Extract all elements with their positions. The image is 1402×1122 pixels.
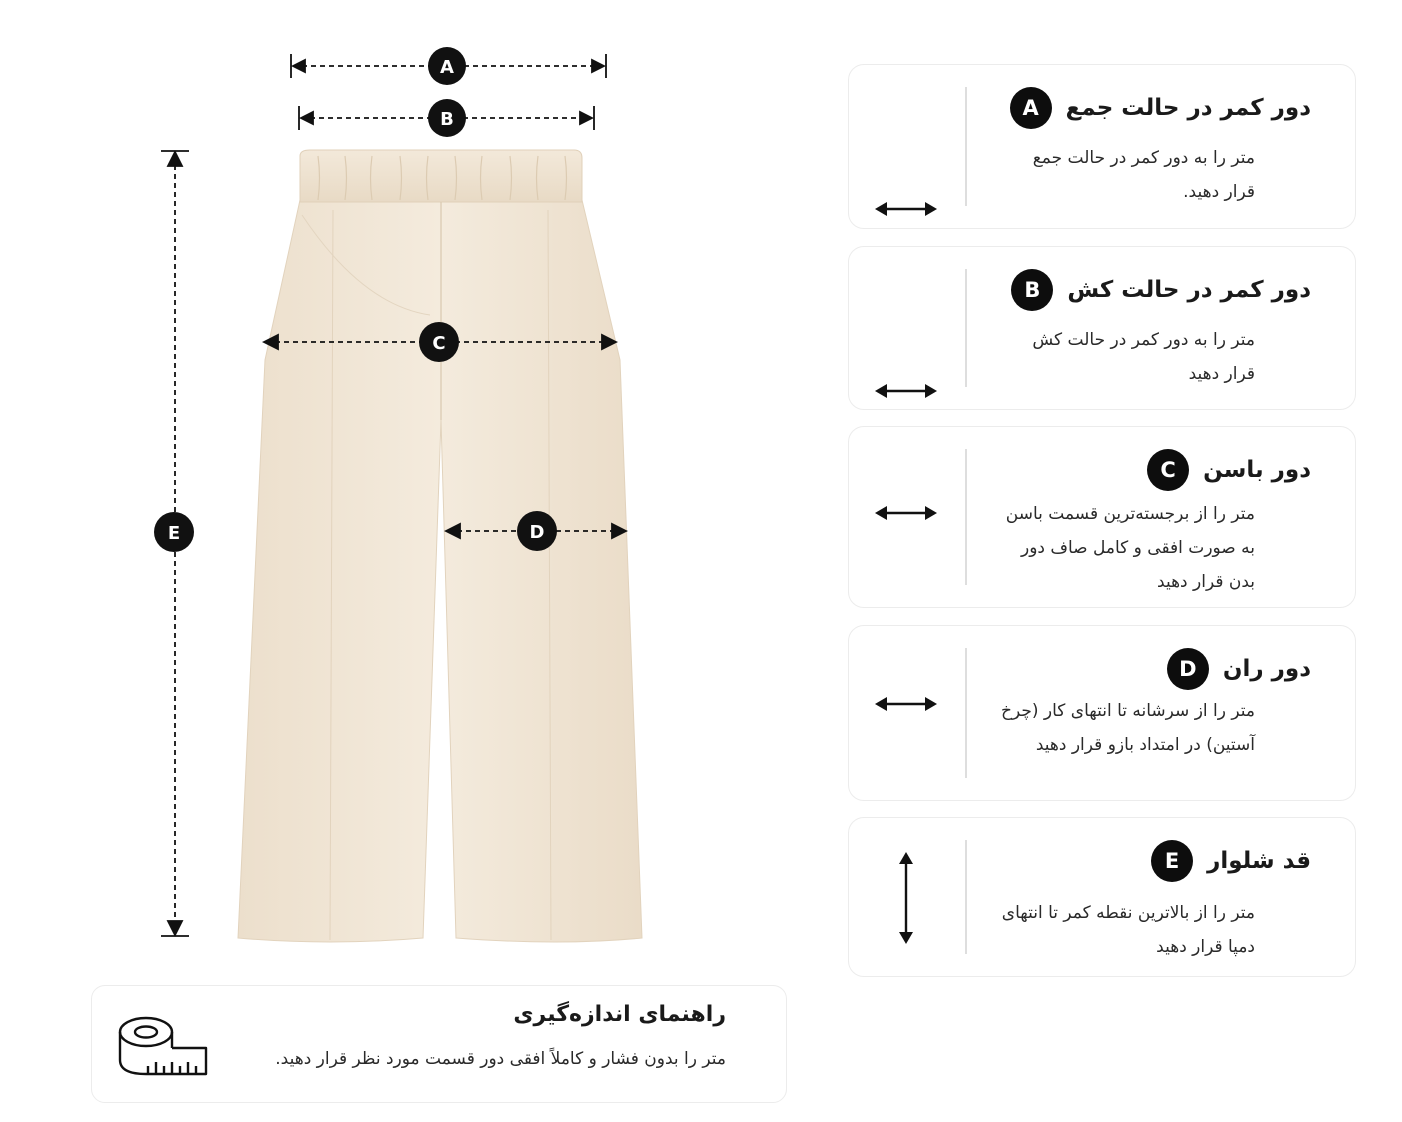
card-description: متر را از بالاترین نقطه کمر تا انتهای دمپا قرار دهید: [1001, 903, 1255, 957]
guide-description: متر را بدون فشار و کاملاً افقی دور قسمت مورد نظر قرار دهید.: [275, 1049, 726, 1069]
measuring-tape-icon: [118, 1012, 208, 1080]
label-a-text: A: [440, 57, 454, 78]
horizontal-arrow-icon: [873, 694, 939, 714]
card-title: قد شلوار: [1207, 848, 1311, 874]
vertical-arrow-icon: [895, 850, 917, 946]
label-d-text: D: [529, 522, 545, 543]
label-e-text: E: [167, 523, 181, 544]
card-title: دور کمر در حالت جمع: [1065, 95, 1311, 121]
pants-measurement-diagram: [0, 0, 780, 980]
guide-title: راهنمای اندازه‌گیری: [513, 1002, 726, 1027]
card-letter-badge: B: [1011, 269, 1053, 311]
card-divider: [965, 269, 967, 387]
card-title: دور کمر در حالت کش: [1067, 277, 1311, 303]
label-b-text: B: [440, 109, 454, 130]
card-divider: [965, 840, 967, 954]
card-description: متر را از سرشانه تا انتهای کار (چرخ آستین) در امتداد بازو قرار دهید: [1001, 701, 1255, 755]
measurement-card-c: [848, 426, 1356, 608]
card-description: متر را از برجسته‌ترین قسمت باسن به صورت افقی و کامل صاف دور بدن قرار دهید: [1005, 504, 1255, 592]
card-letter-badge: A: [1010, 87, 1052, 129]
horizontal-arrow-icon: [873, 503, 939, 523]
card-description: متر را به دور کمر در حالت کش قرار دهید: [1032, 330, 1255, 384]
card-divider: [965, 648, 967, 778]
card-title: دور ران: [1222, 656, 1311, 682]
card-divider: [965, 449, 967, 585]
label-c-text: C: [432, 333, 446, 354]
measurement-card-d: [848, 625, 1356, 801]
card-letter-badge: C: [1147, 449, 1189, 491]
card-letter-badge: D: [1167, 648, 1209, 690]
card-letter-badge: E: [1151, 840, 1193, 882]
pants-waistband: [300, 150, 582, 202]
measurement-card-a: [848, 64, 1356, 229]
measurement-card-e: [848, 817, 1356, 977]
horizontal-arrow-icon: [873, 199, 939, 219]
horizontal-arrow-icon: [873, 381, 939, 401]
pants-body: [238, 200, 642, 942]
card-description: متر را به دور کمر در حالت جمع قرار دهید.: [1032, 148, 1255, 202]
measurement-guide-box: [91, 985, 787, 1103]
card-title: دور باسن: [1203, 457, 1311, 483]
measurement-card-b: [848, 246, 1356, 410]
card-divider: [965, 87, 967, 206]
